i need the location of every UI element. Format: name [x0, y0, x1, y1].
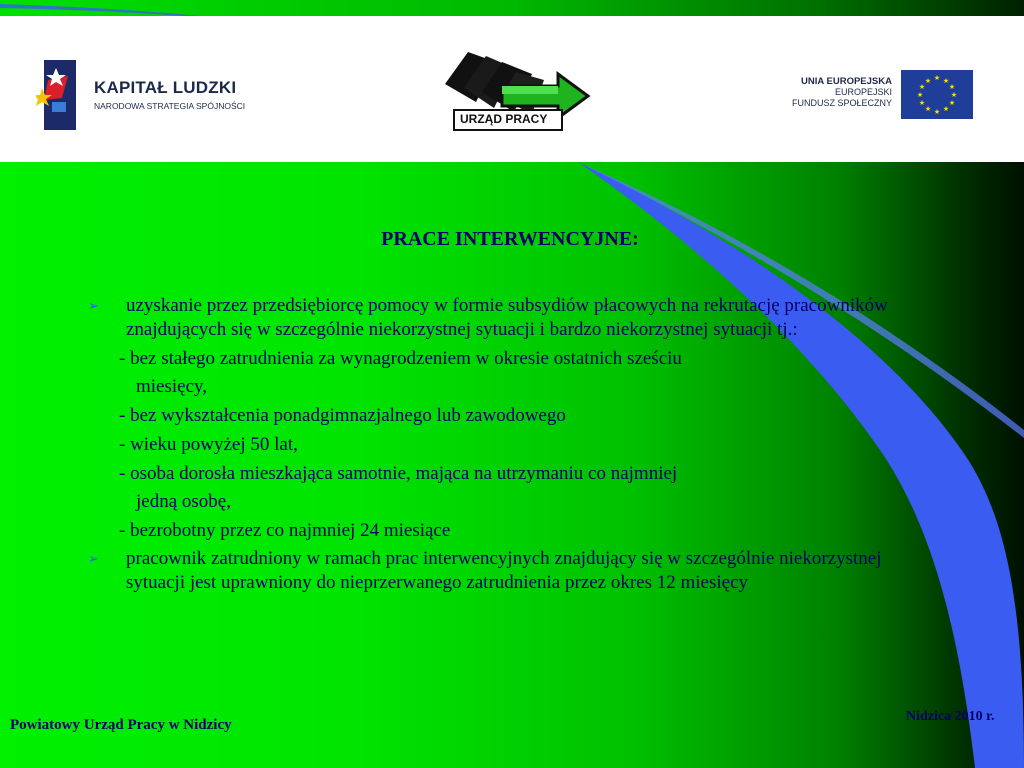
svg-text:★: ★ [942, 77, 950, 85]
svg-text:★: ★ [933, 74, 941, 82]
footer-organization: Powiatowy Urząd Pracy w Nidzicy [10, 717, 232, 733]
sub-item-continuation: jedną osobę, [136, 491, 231, 512]
kapital-ludzki-logo [36, 58, 256, 132]
sub-item: - osoba dorosła mieszkająca samotnie, mająca na utrzymaniu co najmniej [119, 463, 678, 484]
sub-item: - bez wykształcenia ponadgimnazjalnego lub zawodowego [119, 405, 566, 426]
svg-text:★: ★ [918, 83, 926, 91]
svg-text:★: ★ [942, 105, 950, 113]
eu-logo-text [780, 76, 892, 109]
sub-item: - wieku powyżej 50 lat, [119, 434, 298, 455]
svg-text:★: ★ [918, 99, 926, 107]
eu-flag-icon [901, 70, 973, 119]
slide-content [88, 294, 928, 595]
bullet-item [88, 294, 928, 342]
kapital-ludzki-emblem-icon [36, 58, 88, 132]
bullet-text-2: pracownik zatrudniony w ramach prac interwencyjnych znajdujący się w szczególnie niekorzystnej sytuacji jest uprawniony do nieprzerwanego zatrudnienia przez okres 12 miesięcy [126, 548, 882, 593]
bullet-item [88, 547, 928, 595]
svg-text:★: ★ [948, 83, 956, 91]
svg-text:★: ★ [924, 77, 932, 85]
bullet-text-1: uzyskanie przez przedsiębiorcę pomocy w formie subsydiów płacowych na rekrutację pracowników znajdujących się w szczególnie niekorzystnej sytuacji i bardzo niekorzystnej sytuacji tj.: [126, 295, 888, 340]
eu-logo-line2: EUROPEJSKI [834, 87, 892, 97]
urzad-pracy-label: URZĄD PRACY [460, 112, 548, 126]
slide-title: PRACE INTERWENCYJNE: [381, 228, 639, 250]
svg-text:★: ★ [950, 91, 958, 99]
svg-text:★: ★ [916, 91, 924, 99]
urzad-pracy-logo [440, 46, 600, 136]
svg-text:★: ★ [933, 108, 941, 116]
kapital-ludzki-title: KAPITAŁ LUDZKI [94, 78, 237, 97]
eu-logo-line3: FUNDUSZ SPOŁECZNY [791, 98, 892, 108]
kapital-ludzki-subtitle: NARODOWA STRATEGIA SPÓJNOŚCI [94, 101, 246, 111]
sub-item: - bezrobotny przez co najmniej 24 miesiące [119, 520, 451, 541]
arrow-bullet-icon: ➢ [88, 299, 99, 314]
sub-item-continuation: miesięcy, [136, 376, 208, 397]
sub-item: - bez stałego zatrudnienia za wynagrodzeniem w okresie ostatnich sześciu [119, 348, 682, 369]
footer-date: Nidzica 2010 r. [906, 709, 995, 724]
svg-text:★: ★ [924, 105, 932, 113]
svg-text:★: ★ [948, 99, 956, 107]
eu-logo-line1: UNIA EUROPEJSKA [801, 76, 892, 87]
arrow-bullet-icon: ➢ [88, 552, 99, 567]
